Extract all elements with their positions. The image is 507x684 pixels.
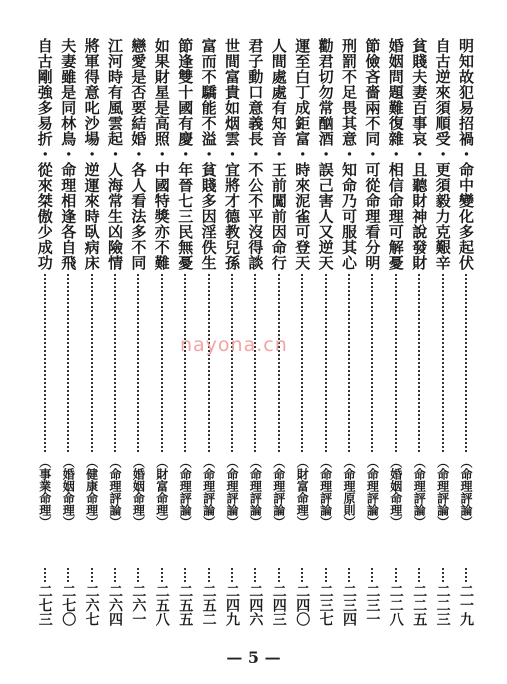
dotted-leader bbox=[301, 568, 303, 582]
toc-entry bbox=[316, 38, 336, 626]
dotted-leader bbox=[44, 274, 46, 452]
toc-entry bbox=[58, 38, 78, 626]
entry-title: 刑罰不足畏其意・知命乃可服其心 bbox=[340, 38, 358, 271]
entry-category: （健康命理） bbox=[84, 456, 99, 528]
dotted-leader bbox=[208, 274, 210, 452]
dotted-leader bbox=[184, 274, 186, 452]
dotted-leader bbox=[418, 274, 420, 452]
entry-page-number: 二二三 bbox=[434, 584, 451, 626]
toc-entry bbox=[362, 38, 382, 626]
dotted-leader bbox=[91, 568, 93, 582]
entry-title: 明知故犯易招禍・命中變化多起伏 bbox=[457, 38, 475, 271]
toc-entry bbox=[35, 38, 55, 626]
dotted-leader bbox=[137, 274, 139, 452]
watermark: nayona.cn bbox=[180, 334, 288, 356]
dotted-leader bbox=[67, 274, 69, 452]
dotted-leader bbox=[442, 568, 444, 582]
dotted-leader bbox=[161, 568, 163, 582]
dotted-leader bbox=[67, 568, 69, 582]
dotted-leader bbox=[371, 274, 373, 452]
dotted-leader bbox=[348, 568, 350, 582]
toc-entry bbox=[199, 38, 219, 626]
toc-entry bbox=[245, 38, 265, 626]
entry-title: 節逢雙十國有慶・年晉七三民無憂 bbox=[176, 38, 195, 271]
entry-category: （婚姻命理） bbox=[388, 456, 403, 528]
dotted-leader bbox=[278, 568, 280, 582]
entry-title: 江河時有風雲起・人海常生凶險情 bbox=[106, 38, 124, 271]
dotted-leader bbox=[114, 568, 116, 582]
toc-entry bbox=[386, 38, 406, 626]
toc-entry bbox=[339, 38, 359, 626]
entry-page-number: 二二八 bbox=[387, 584, 404, 626]
entry-category: （命理評論） bbox=[412, 456, 427, 528]
entry-title: 將軍得意叱沙場・逆運來時臥病床 bbox=[82, 38, 101, 271]
dotted-leader bbox=[161, 274, 163, 452]
entry-page-number: 二七三 bbox=[36, 584, 53, 626]
dotted-leader bbox=[137, 568, 139, 582]
entry-page-number: 二四六 bbox=[247, 584, 264, 626]
entry-title: 運至白丁成鉅富・時來泥雀可登天 bbox=[293, 38, 312, 271]
entry-category: （命理評論） bbox=[201, 456, 216, 528]
entry-category: （財富命理） bbox=[295, 456, 310, 528]
dotted-leader bbox=[184, 568, 186, 582]
dotted-leader bbox=[254, 568, 256, 582]
entry-category: （命理評論） bbox=[108, 456, 122, 528]
toc-entry bbox=[175, 38, 195, 626]
toc-entry bbox=[269, 38, 289, 626]
dotted-leader bbox=[395, 274, 397, 452]
dotted-leader bbox=[114, 274, 116, 452]
entry-title: 君子動口意義長・不公不平沒得談 bbox=[246, 38, 265, 271]
entry-category: （婚姻命理） bbox=[61, 456, 76, 528]
dotted-leader bbox=[208, 568, 210, 582]
entry-page-number: 二六一 bbox=[130, 584, 147, 626]
dotted-leader bbox=[44, 568, 46, 582]
entry-page-number: 二四九 bbox=[224, 584, 240, 626]
toc-entry bbox=[105, 38, 125, 626]
entry-title: 自古逆來須順受・更須毅力克艱辛 bbox=[433, 38, 452, 271]
toc-entry bbox=[222, 38, 242, 626]
entry-page-number: 二六七 bbox=[83, 584, 100, 626]
entry-category: （命理評論） bbox=[365, 456, 380, 528]
entry-page-number: 二四三 bbox=[270, 584, 287, 626]
entry-title: 勸君切勿常酗酒・誤己害人又逆天 bbox=[316, 38, 335, 271]
dotted-leader bbox=[325, 274, 327, 452]
dotted-leader bbox=[371, 568, 373, 582]
entry-title: 節儉吝嗇兩不同・可從命理看分明 bbox=[363, 38, 382, 271]
toc-entry bbox=[82, 38, 102, 626]
entry-title: 人間處處有知音・王前闖前因命行 bbox=[269, 38, 288, 271]
entry-page-number: 二六四 bbox=[107, 584, 123, 626]
entry-title: 如果財星是高照・中國特獎亦不難 bbox=[152, 38, 171, 271]
dotted-leader bbox=[418, 568, 420, 582]
entry-category: （命理評論） bbox=[248, 456, 263, 528]
entry-page-number: 二一九 bbox=[458, 584, 474, 626]
entry-category: （命理評論） bbox=[271, 456, 286, 528]
entry-page-number: 二三七 bbox=[317, 584, 334, 626]
entry-category: （命理評論） bbox=[435, 456, 450, 528]
dotted-leader bbox=[278, 274, 280, 452]
dotted-leader bbox=[254, 274, 256, 452]
entry-category: （婚姻命理） bbox=[131, 456, 146, 528]
entry-title: 婚姻問題難復雜・相信命理可解憂 bbox=[386, 38, 405, 271]
entry-title: 貧賤夫妻百事哀・且聽財神說發財 bbox=[410, 38, 429, 271]
entry-category: （財富命理） bbox=[154, 456, 169, 528]
page-footer: — 5 — bbox=[226, 648, 281, 667]
entry-category: （命理原則） bbox=[342, 456, 356, 528]
dotted-leader bbox=[395, 568, 397, 582]
dotted-leader bbox=[231, 274, 233, 452]
entry-title: 戀愛是否要結婚・各人看法多不同 bbox=[129, 38, 148, 271]
entry-title: 富而不驕能不溢・貧賤多因淫佚生 bbox=[199, 38, 218, 271]
toc-entry bbox=[152, 38, 172, 626]
entry-category: （命理評論） bbox=[178, 456, 193, 528]
entry-page-number: 二三四 bbox=[341, 584, 357, 626]
dotted-leader bbox=[465, 568, 467, 582]
entry-page-number: 二四〇 bbox=[294, 584, 311, 626]
entry-page-number: 二五八 bbox=[153, 584, 170, 626]
entry-page-number: 二五五 bbox=[177, 584, 194, 626]
dotted-leader bbox=[301, 274, 303, 452]
entry-title: 自古剛強多易折・從來桀傲少成功 bbox=[35, 38, 54, 271]
entry-title: 世間富貴如烟雲・宜將才德教兒孫 bbox=[223, 38, 241, 271]
toc-entry bbox=[433, 38, 453, 626]
toc-entry bbox=[128, 38, 148, 626]
toc-entry bbox=[456, 38, 476, 626]
entry-page-number: 二七〇 bbox=[60, 584, 77, 626]
dotted-leader bbox=[231, 568, 233, 582]
dotted-leader bbox=[442, 274, 444, 452]
entry-category: （命理評論） bbox=[225, 456, 239, 528]
toc-entry bbox=[292, 38, 312, 626]
dotted-leader bbox=[91, 274, 93, 452]
entry-page-number: 二三一 bbox=[364, 584, 381, 626]
dotted-leader bbox=[348, 274, 350, 452]
entry-title: 夫妻雖是同林鳥・命理相逢各自飛 bbox=[59, 38, 78, 271]
entry-page-number: 二五二 bbox=[200, 584, 217, 626]
entry-category: （命理評論） bbox=[459, 456, 473, 528]
entry-category: （命理評論） bbox=[318, 456, 333, 528]
entry-page-number: 二二五 bbox=[411, 584, 428, 626]
dotted-leader bbox=[465, 274, 467, 452]
dotted-leader bbox=[325, 568, 327, 582]
entry-category: （事業命理） bbox=[37, 456, 52, 528]
toc-entry bbox=[409, 38, 429, 626]
